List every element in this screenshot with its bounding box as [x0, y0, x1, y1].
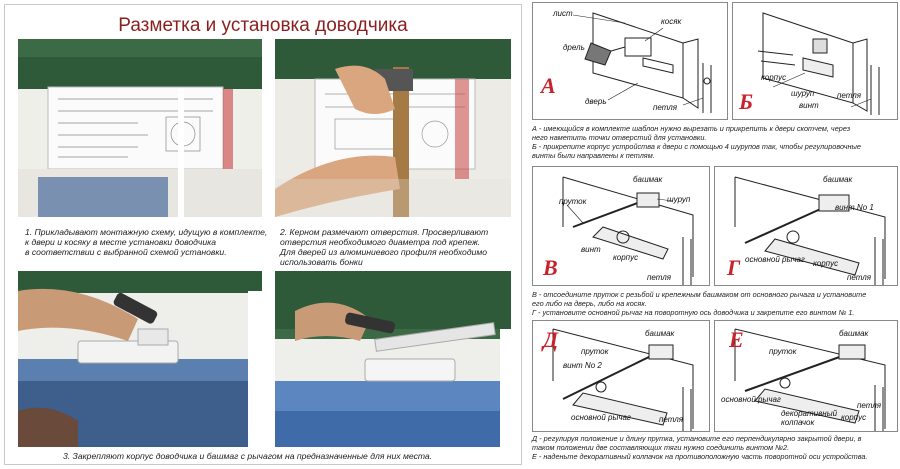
label-hinge: петля	[647, 273, 672, 282]
step-letter-d: Д	[543, 327, 559, 352]
photo-mounting-shoe	[275, 271, 511, 447]
label-rod: пруток	[769, 347, 797, 356]
caption-step-3: 3. Закрепляют корпус доводчика и башмаг с рычагом на предназначенные для них места.	[63, 451, 433, 461]
label-drill: дрель	[563, 43, 585, 52]
label-hinge: петля	[857, 401, 882, 410]
diagram-instructions-panel	[528, 0, 900, 469]
label-shoe: башмак	[633, 175, 663, 184]
step-d-diagram	[532, 320, 710, 432]
label-bolt-no2: винт No 2	[563, 361, 602, 370]
step-v-diagram	[532, 166, 710, 286]
label-hinge: петля	[837, 91, 862, 100]
photo-marking-holes	[275, 39, 511, 217]
photo-template-on-door	[18, 39, 262, 217]
label-body: корпус	[813, 259, 839, 268]
note-steps-d-e: Д - регулируя положение и длину прутка, установите его перпендикулярно закрытой двери, в таком положении две составляющих тяги нужно соединить винтом №2. Е - наденьте декоративный колпачок на противоположную часть поворотной оси устройства.	[532, 434, 868, 461]
caption-step-1: 1. Прикладывают монтажную схему, идущую в комплекте, к двери и косяку в месте установки доводчика в соответствии с выбранной схемой установки.	[25, 227, 268, 257]
note-steps-a-b: А - имеющийся в комплекте шаблон нужно вырезать и прикрепить к двери скотчем, через него наметить точки отверстий для установки. Б - прикрепите корпус устройства к двери с помощью 4 шурупов так, чтобы регулировочные винты были направлены к петлям.	[532, 124, 861, 160]
label-rod: пруток	[559, 197, 587, 206]
label-jamb: косяк	[661, 17, 682, 26]
label-body: корпус	[613, 253, 639, 262]
step-a-diagram	[532, 2, 728, 120]
step-letter-g: Г	[727, 255, 741, 280]
label-main-lever: основной рычаг	[745, 255, 805, 264]
label-screw: шуруп	[667, 195, 691, 204]
label-shoe: башмак	[645, 329, 675, 338]
label-main-lever: основной рычаг	[721, 395, 781, 404]
label-body: корпус	[761, 73, 787, 82]
label-decorative-cap: декоративный колпачок	[781, 409, 838, 427]
label-shoe: башмак	[839, 329, 869, 338]
photo-instructions-panel	[4, 4, 522, 465]
label-hinge: петля	[659, 415, 684, 424]
caption-step-2: 2. Керном размечают отверстия. Просверливают отверстия необходимого диаметра под крепеж. Для дверей из алюминиевого профиля необходимо использовать бонки	[280, 227, 489, 267]
label-rod: пруток	[581, 347, 609, 356]
step-b-diagram	[732, 2, 898, 120]
label-body: корпус	[841, 413, 867, 422]
label-hinge: петля	[847, 273, 872, 282]
photo-mounting-body	[18, 271, 262, 447]
step-letter-v: В	[543, 255, 558, 280]
step-g-diagram	[714, 166, 898, 286]
label-screw: шуруп	[791, 89, 815, 98]
page-title: Разметка и установка доводчика	[118, 15, 408, 36]
note-steps-v-g: В - отсоедините пруток с резьбой и крепежным башмаком от основного рычага и установите его либо на дверь, либо на косяк. Г - установите основной рычаг на поворотную ось доводчика и закрепите его винтом № 1.	[532, 290, 867, 317]
label-bolt: винт	[799, 101, 819, 110]
label-sheet: лист	[553, 9, 573, 18]
label-main-lever: основной рычаг	[571, 413, 631, 422]
label-hinge: петля	[653, 103, 678, 112]
label-shoe: башмак	[823, 175, 853, 184]
label-door: дверь	[585, 97, 607, 106]
label-bolt-no1: винт No 1	[835, 203, 874, 212]
step-letter-a: А	[541, 73, 556, 98]
label-bolt: винт	[581, 245, 601, 254]
step-letter-b: Б	[739, 89, 753, 114]
step-e-diagram	[714, 320, 898, 432]
step-letter-e: Е	[729, 327, 744, 352]
